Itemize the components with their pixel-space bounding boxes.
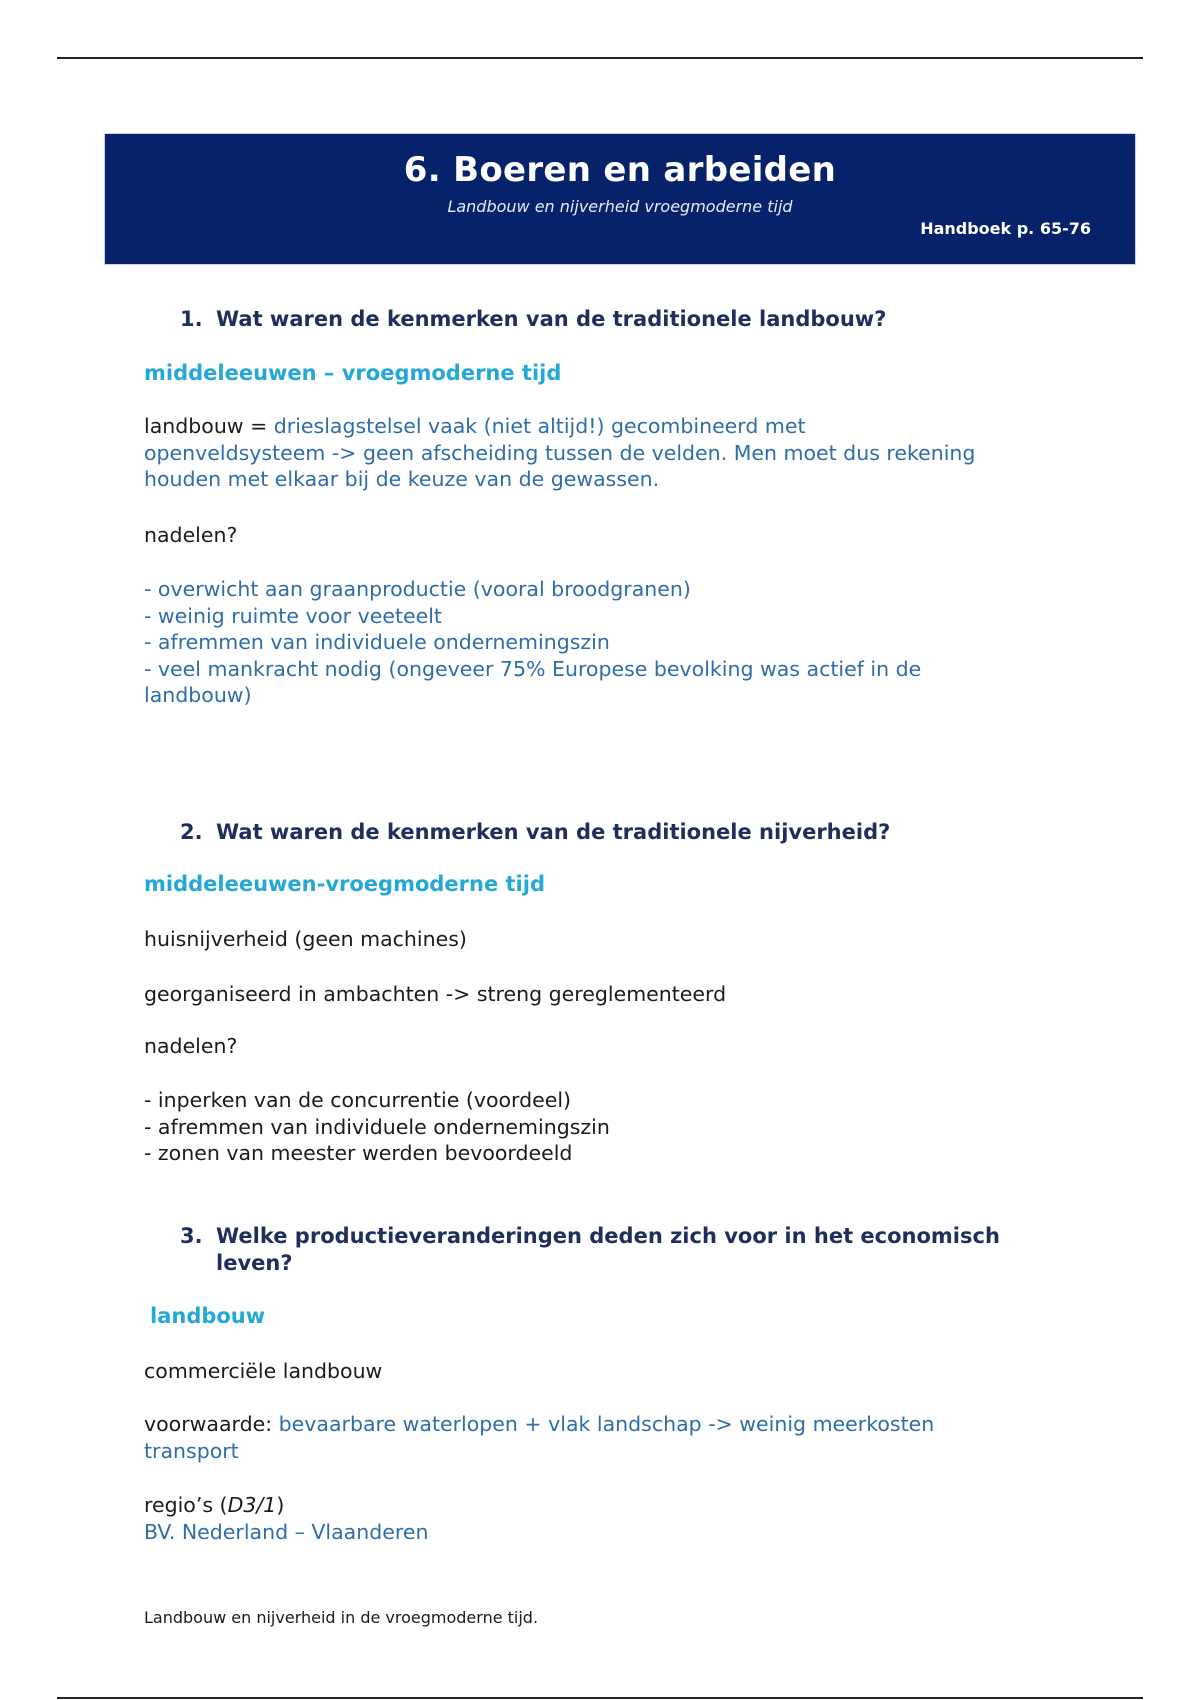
page-title: 6. Boeren en arbeiden [403,150,837,190]
page-footer: Landbouw en nijverheid in de vroegmoderne tijd. [144,1608,539,1627]
question-2-text: Wat waren de kenmerken van de traditionele nijverheid? [216,820,891,844]
regions-example: BV. Nederland – Vlaanderen [144,1519,429,1544]
section-2-line-2: georganiseerd in ambachten -> streng gereglementeerd [144,982,727,1006]
definition-line-3: houden met elkaar bij de keuze van de gewassen. [144,467,660,491]
section-1-disadvantages-list [144,576,1074,709]
condition-line-1: bevaarbare waterlopen + vlak landschap -> weinig meerkosten [278,1412,935,1436]
handbook-reference: Handboek p. 65-76 [920,219,1091,238]
definition-line-1: drieslagstelsel vaak (niet altijd!) gecombineerd met [273,414,806,438]
section-2-line-1: huisnijverheid (geen machines) [144,927,467,951]
question-3-number: 3. [180,1224,203,1248]
definition-line-2: openveldsysteem -> geen afscheiding tussen de velden. Men moet dus rekening [144,440,976,465]
list-item: - afremmen van individuele ondernemingszin [144,1114,610,1139]
section-3-regions [144,1492,1074,1545]
question-3-text-line-1: Welke productieveranderingen deden zich voor in het economisch [216,1224,1000,1248]
regions-label: regio’s ( [144,1493,228,1517]
page-subtitle: Landbouw en nijverheid vroegmoderne tijd [447,197,793,216]
bottom-rule [57,1697,1143,1699]
landbouw-definition [144,413,1074,493]
question-3-text-line-2: leven? [216,1251,293,1275]
title-banner [104,133,1136,265]
question-2 [180,819,1080,846]
section-1-subheading: middeleeuwen – vroegmoderne tijd [144,361,562,385]
regions-reference: D3/1 [227,1493,277,1517]
question-2-number: 2. [180,820,203,844]
list-item: - overwicht aan graanproductie (vooral broodgranen) [144,577,691,601]
section-3-subheading: landbouw [150,1304,266,1328]
section-2-subheading: middeleeuwen-vroegmoderne tijd [144,872,545,896]
section-2-disadvantages-list [144,1087,1074,1167]
question-1 [180,306,1080,333]
list-item: - weinig ruimte voor veeteelt [144,603,442,628]
list-item: - afremmen van individuele ondernemingszin [144,630,610,654]
section-3-line-1: commerciële landbouw [144,1359,383,1383]
list-item: - inperken van de concurrentie (voordeel) [144,1088,572,1112]
question-3 [180,1223,1080,1277]
condition-line-2: transport [144,1438,239,1463]
question-1-text: Wat waren de kenmerken van de traditionele landbouw? [216,307,887,331]
section-1-disadvantages-label: nadelen? [144,523,238,547]
section-3-condition [144,1411,1074,1464]
section-2-disadvantages-label: nadelen? [144,1034,238,1058]
definition-label: landbouw = [144,414,274,438]
question-1-number: 1. [180,307,203,331]
regions-close: ) [276,1493,285,1517]
top-rule [57,57,1143,59]
condition-label: voorwaarde: [144,1412,279,1436]
list-item: - zonen van meester werden bevoordeeld [144,1141,573,1165]
list-item: - veel mankracht nodig (ongeveer 75% Europese bevolking was actief in de [144,656,922,681]
list-item: landbouw) [144,683,252,707]
